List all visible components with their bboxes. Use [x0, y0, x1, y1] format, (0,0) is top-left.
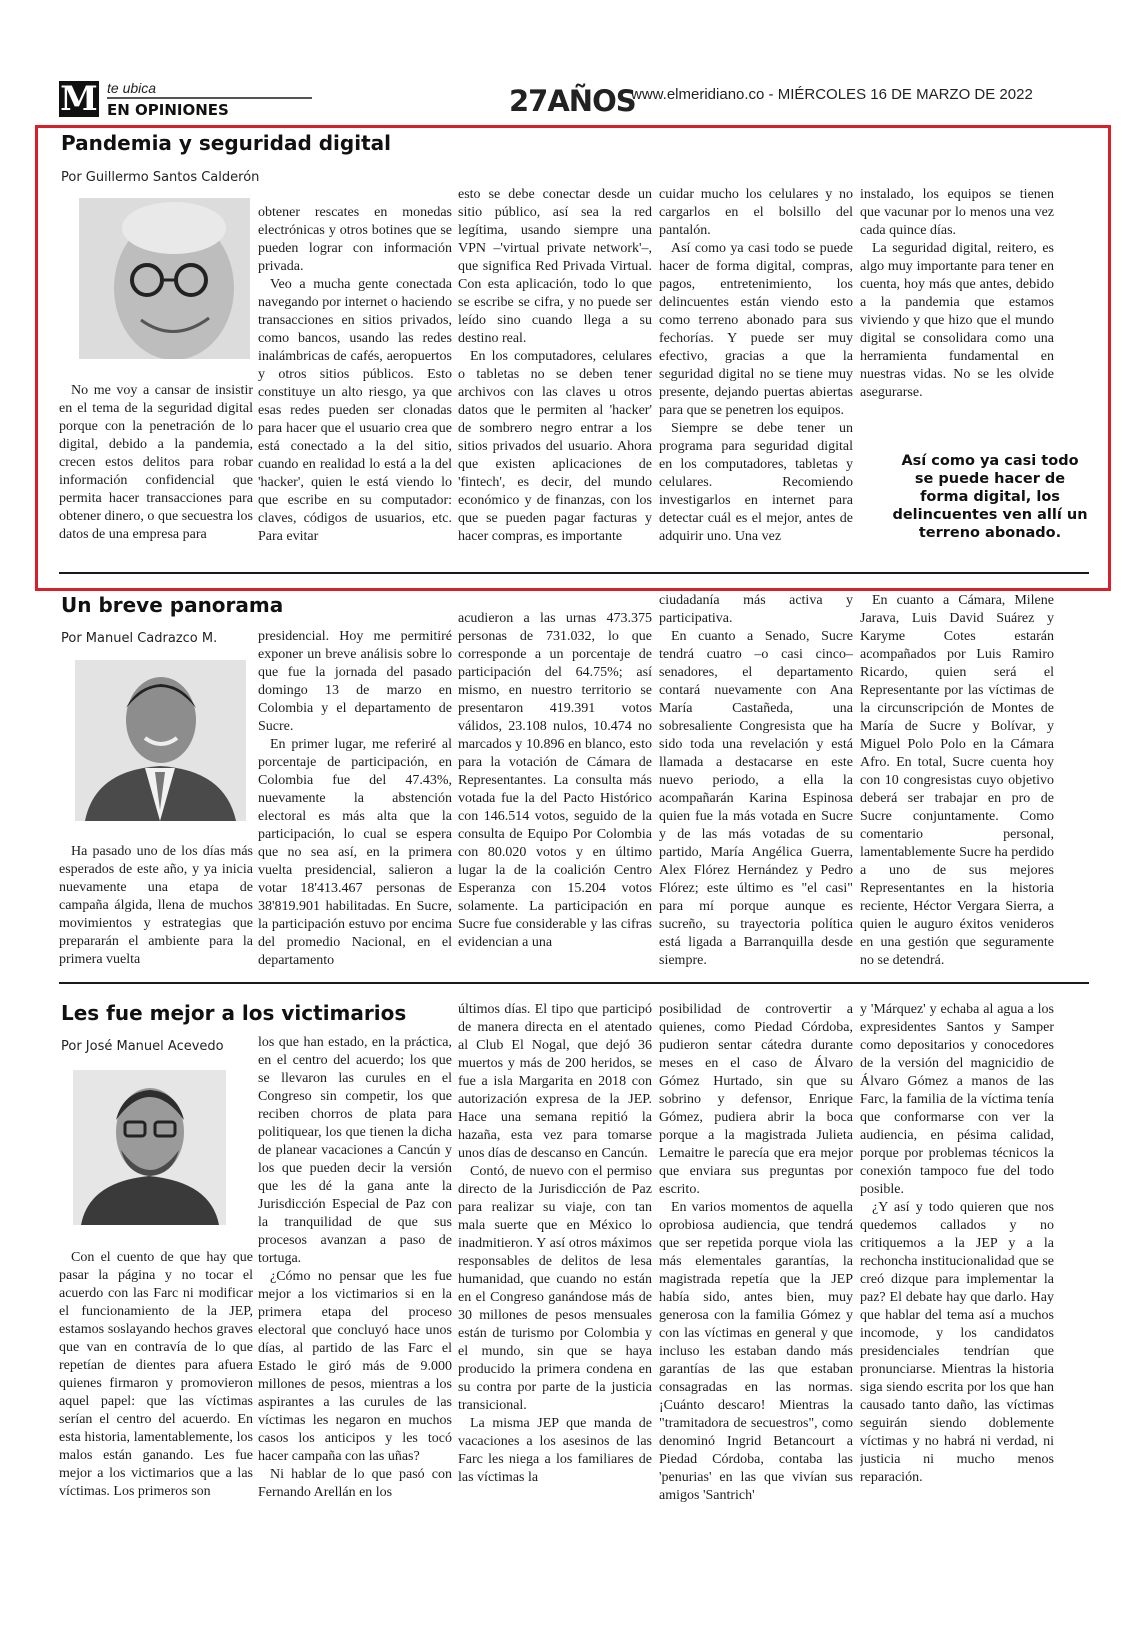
column-5: En cuanto a Cámara, Milene Jarava, Luis David Suárez y Karyme Cotes estarán acompañados por Luis Ramiro Ricardo, quien será el Representante por las víctimas de la circunscripción de Montes de María de Sucre y Bolívar, y Miguel Polo Polo en la Cámara Afro. En total, Sucre cuenta hoy con 10 congresistas cuyo objetivo deberá ser trabajar en pro de Sucre conjuntamente. Como comentario personal, lamentablemente Sucre ha perdido a uno de sus mejores Representantes en la historia reciente, Héctor Vergara Sierra, a quien le auguro éxitos venideros en una gestión que seguramente no se detendrá. — [860, 593, 1054, 968]
column-2: los que han estado, en la práctica, en el centro del acuerdo; los que se llevaron las curules en el Congreso sin competir, los que reciben chorros de plata para politiquear, los que tienen la dicha de planear vacaciones a Cancún y los que pueden decir la versión que les dé la gana ante la Jurisdicción Especial de Paz con la tranquilidad de que sus procesos avanzan a paso de tortuga. ¿Cómo no pensar que les fue mejor a los victimarios si en la primera etapa del proceso electoral que concluyó hace unos días, al partido de las Farc el Estado le giró más de 9.000 millones de pesos, mientras a los aspirantes a las curules de las víctimas les negaron en muchos casos los anticipos y les tocó hacer campaña con las uñas? Ni hablar de lo que pasó con Fernando Arellán en los — [258, 1035, 452, 1500]
column-1: Ha pasado uno de los días más esperados de este año, y ya inicia nuevamente una etapa de campaña álgida, llena de muchos movimientos y estrategias que prepararán el ambiente para la primera vuelta — [59, 844, 253, 967]
pull-quote: Así como ya casi todo se puede hacer de forma digital, los delincuentes ven allí un terreno abonado. — [892, 453, 1088, 541]
author-photo — [73, 1070, 226, 1225]
section-name: EN OPINIONES — [107, 101, 229, 119]
dateline: www.elmeridiano.co - MIÉRCOLES 16 DE MARZO DE 2022 — [631, 86, 1033, 103]
author-photo — [79, 198, 250, 359]
column-4: posibilidad de controvertir a quienes, como Piedad Córdoba, pudieron sentar cátedra durante meses en el caso de Álvaro Gómez Hurtado, sin que su sobrino y defensor, Enrique Gómez, pudiera abrir la boca porque a la magistrada Julieta Lemaitre le parecía que era mejor que enviara sus preguntas por escrito. En varios momentos de aquella oprobiosa audiencia, que tendrá que ser repetida porque viola las más elementales garantías, la magistrada repetía que la JEP había sido, antes bien, muy generosa con la familia Gómez y con las víctimas en general y que incluso les estaban dando más garantías de las que estaban consagradas en las normas. ¡Cuánto descaro! Mientras la "tramitadora de secuestros", como denominó Ingrid Betancourt a Piedad Córdoba, contaba las 'penurias' en las que vivían sus amigos 'Santrich' — [659, 1002, 853, 1503]
section-divider — [59, 572, 1089, 574]
column-1: No me voy a cansar de insistir en el tema de la seguridad digital porque con la penetración de lo digital, debido a la pandemia, crecen estos delitos para robar información confidencial que permita hacer transacciones para obtener dinero, o que secuestra los datos de una empresa para — [59, 383, 253, 542]
headline: Les fue mejor a los victimarios — [61, 1001, 407, 1025]
column-3: acudieron a las urnas 473.375 personas de 731.032, lo que corresponde a un porcentaje de participación del 64.75%; así mismo, en nuestro territorio se presentaron 419.391 votos válidos, 23.108 nulos, 10.474 no marcados y 10.896 en blanco, esto para la votación de Cámara de Representantes. La consulta más votada fue la del Pacto Histórico con 146.514 votos, seguido de la consulta de Equipo Por Colombia con 80.020 votos y en último lugar la de la coalición Centro Esperanza con 15.204 votos solamente. La participación en Sucre fue considerable y las cifras evidencian a una — [458, 611, 652, 950]
byline: Por Guillermo Santos Calderón — [61, 170, 260, 185]
tagline: te ubica — [107, 80, 157, 96]
byline: Por José Manuel Acevedo — [61, 1039, 224, 1054]
column-3: últimos días. El tipo que participó de manera directa en el atentado al Club El Nogal, que dejó 36 muertos y más de 200 heridos, se fue a isla Margarita en 2018 con autorización expresa de la JEP. Hace una semana repitió la hazaña, esta vez para tomarse unos días de descanso en Cancún. Contó, de nuevo con el permiso directo de la Jurisdicción de Paz para realizar su viaje, con tan mala suerte que en México lo inadmitieron. Y así otros máximos responsables de delitos de lesa humanidad, que cuando no están en el Congreso ganándose más de 30 millones de pesos mensuales están de turismo por Colombia y el mundo, sin que se haya producido la primera condena en su contra por parte de la justicia transicional. La misma JEP que manda de vacaciones a los asesinos de las Farc les niega a los familiares de las víctimas la — [458, 1002, 652, 1485]
headline: Un breve panorama — [61, 593, 284, 617]
column-5: y 'Márquez' y echaba al agua a los expresidentes Santos y Samper como depositarios y conocedores de la versión del magnicidio de Álvaro Gómez a manos de las Farc, la familia de la víctima tenía que conformarse con ver la audiencia, en pésima calidad, porque por problemas técnicos la conexión tampoco fue del todo posible. ¿Y así y todo quieren que nos quedemos callados y no critiquemos a la JEP y a la rechoncha institucionalidad que se creó dizque para implementar la paz? El debate hay que darlo. Hay que hablar del tema así a muchos incomode, y los candidatos presidenciales tendrían que pronunciarse. Mientras la historia siga siendo escrita por los que han causado tanto daño, las víctimas seguirán siendo doblemente víctimas y no habrá ni verdad, ni justicia ni mucho menos reparación. — [860, 1002, 1054, 1485]
section-divider — [59, 982, 1089, 984]
column-2: presidencial. Hoy me permitiré exponer un breve análisis sobre lo que fue la jornada del pasado domingo 13 de marzo en Colombia y el departamento de Sucre. En primer lugar, me referiré al porcentaje de participación, en Colombia fue del 47.43%, nuevamente la abstención electoral es más alta que la participación, lo cual se espera que no sea así, en la primera vuelta presidencial, salieron a votar 18'413.467 personas de 38'819.901 habilitadas. En Sucre, la participación estuvo por encima del promedio Nacional, en el departamento — [258, 629, 452, 968]
column-5: instalado, los equipos se tienen que vacunar por lo menos una vez cada quince días. La seguridad digital, reitero, es algo muy importante para tener en cuenta, hoy más que antes, debido a la pandemia que estamos viviendo y que hizo que el mundo digital se consolidara como una herramienta fundamental en nuestras vidas. No se les olvide asegurarse. — [860, 187, 1054, 400]
author-photo — [75, 660, 246, 821]
column-2: obtener rescates en monedas electrónicas y otros botines que se pueden lograr con información privada. Veo a mucha gente conectada navegando por internet o haciendo transacciones en sitios privados, como bancos, usando las redes inalámbricas de cafés, aeropuertos y otros sitios públicos. Esto constituye un alto riesgo, ya que esas redes pueden ser clonadas para hacer que el usuario crea que está conectado a la del sitio, cuando en realidad lo está a la del 'hacker', quien le está viendo lo que escribe en su computador: claves, códigos de usuarios, etc. Para evitar — [258, 205, 452, 544]
column-4: ciudadanía más activa y participativa. En cuanto a Senado, Sucre tendrá cuatro –o casi cinco– senadores, el departamento contará nuevamente con Ana María Castañeda, una sobresaliente Congresista que ha sido toda una revelación y está llamada a destacarse en este nuevo periodo, a ella la acompañarán Karina Espinosa quien fue la más votada en Sucre y de las más votadas de su partido, María Angélica Guerra, Alex Flórez Hernández y Pedro Flórez; este último es "el casi" para mí porque aunque es sucreño, su trayectoria política está ligada a Barranquilla desde siempre. — [659, 593, 853, 968]
column-1: Con el cuento de que hay que pasar la página y no tocar el acuerdo con las Farc ni modificar el funcionamiento de la JEP, estamos soslayando hechos graves que van en contravía de lo que repetían de dientes para afuera quienes firmaron y promovieron aquel papel: que las víctimas serían el centro del acuerdo. En esta historia, lamentablemente, los malos están ganando. Les fue mejor a los victimarios que a las víctimas. Los primeros son — [59, 1250, 253, 1499]
column-4: cuidar mucho los celulares y no cargarlos en el bolsillo del pantalón. Así como ya casi todo se puede hacer de forma digital, compras, pagos, entretenimiento, los delincuentes están viendo esto como terreno abonado para sus fechorías. Y puede ser muy efectivo, gracias a que la seguridad digital no se tiene muy presente, dejando puertas abiertas para que se penetren los equipos. Siempre se debe tener un programa para seguridad digital en los computadores, tabletas y celulares. Recomiendo investigarlos en internet para detectar cuál es el mejor, antes de adquirir uno. Una vez — [659, 187, 853, 544]
meridiano-logo: M — [60, 79, 98, 119]
tagline-rule — [107, 97, 312, 99]
anniversary-logo: 27AÑOS — [509, 84, 636, 118]
column-3: esto se debe conectar desde un sitio público, así sea la red legítima, usando siempre una VPN –'virtual private network'–, que significa Red Privada Virtual. Con esta aplicación, todo lo que se escribe se cifra, y no puede ser leído sino cuando llega a su destino real. En los computadores, celulares o tabletas no se deben tener archivos con las claves u otros datos que le permiten al 'hacker' de sombrero negro entrar a los sitios privados del usuario. Ahora que existen aplicaciones de 'fintech', es decir, del mundo económico y de finanzas, con los que se pueden pagar facturas y hacer compras, es importante — [458, 187, 652, 544]
byline: Por Manuel Cadrazco M. — [61, 631, 218, 646]
headline: Pandemia y seguridad digital — [61, 131, 391, 155]
